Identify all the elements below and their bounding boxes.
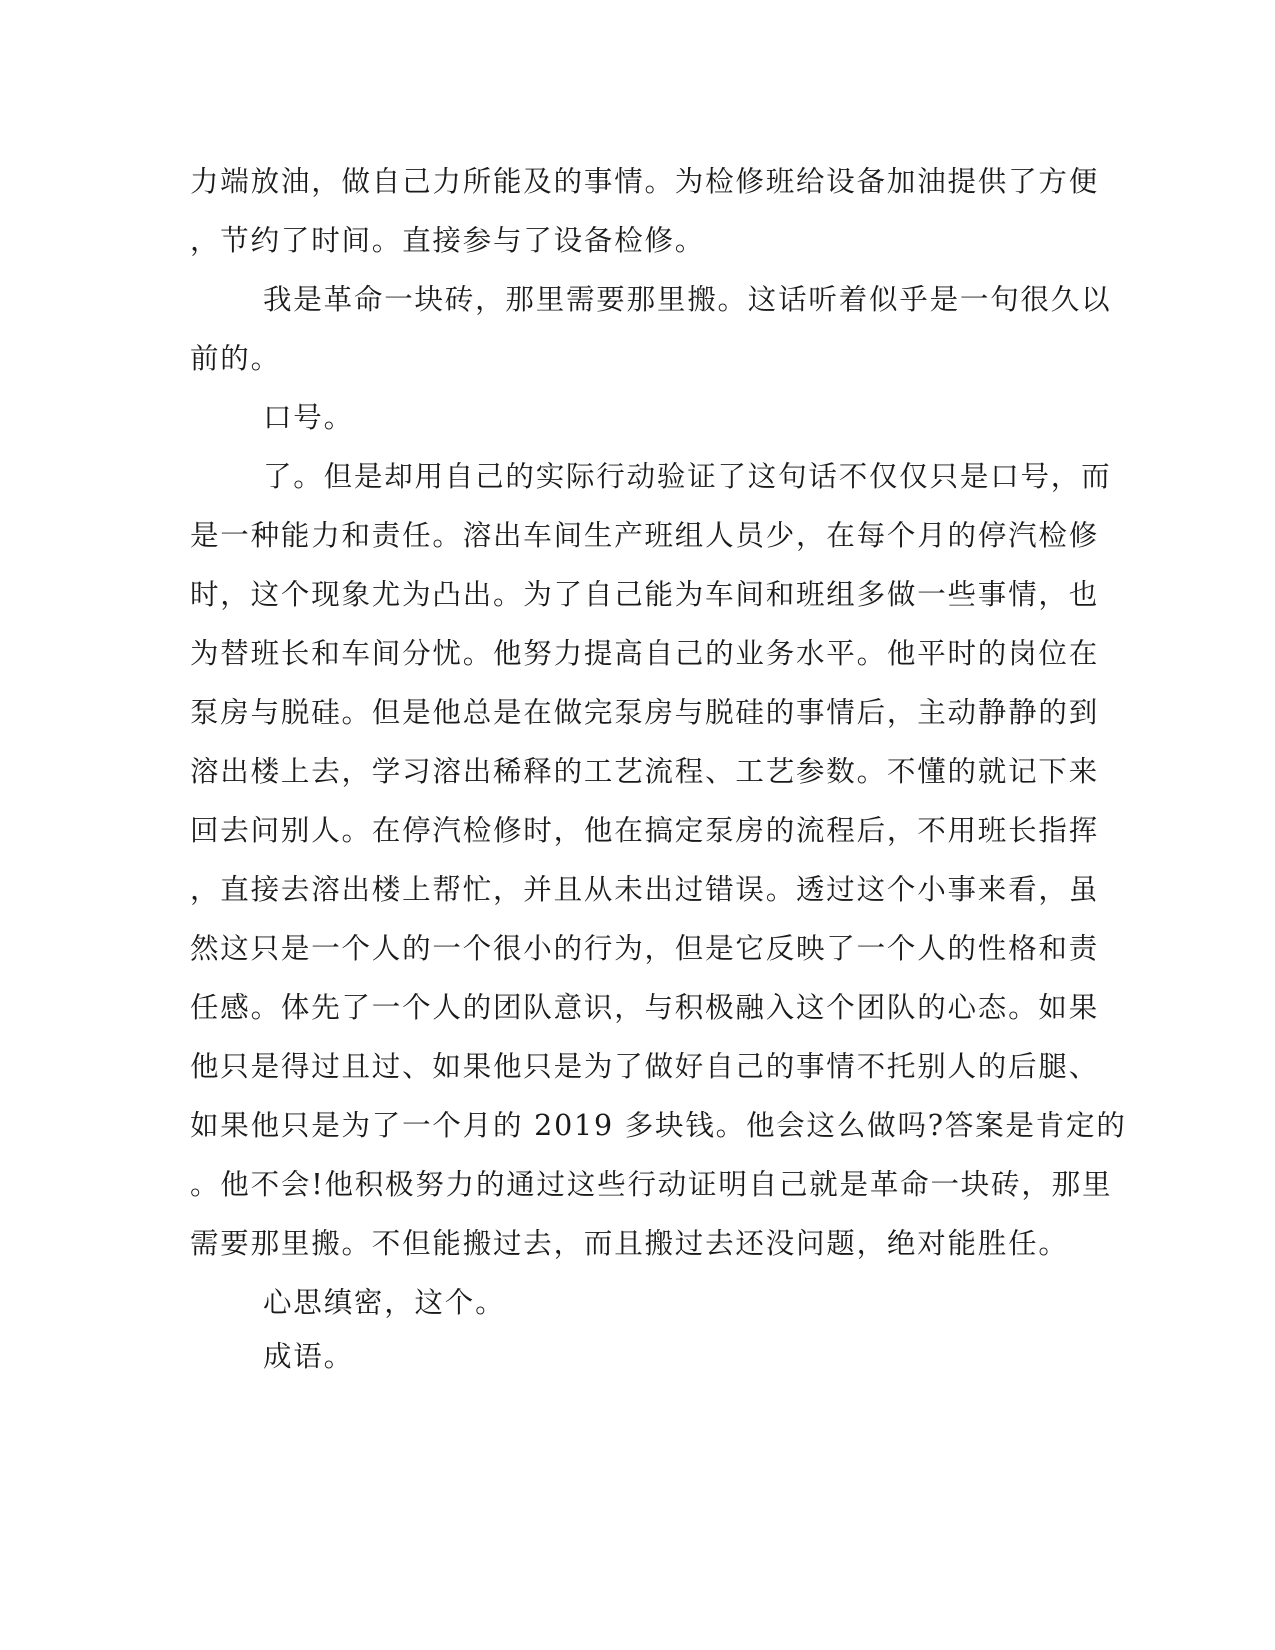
text-line: 前的。	[190, 342, 281, 375]
text-line: 泵房与脱硅。但是他总是在做完泵房与脱硅的事情后，主动静静的到	[190, 696, 1100, 729]
text-line: 需要那里搬。不但能搬过去，而且搬过去还没问题，绝对能胜任。	[190, 1227, 1069, 1260]
text-line: 回去问别人。在停汽检修时，他在搞定泵房的流程后，不用班长指挥	[190, 814, 1100, 847]
text-line: 任感。体先了一个人的团队意识，与积极融入这个团队的心态。如果	[190, 991, 1100, 1024]
text-line: ，节约了时间。直接参与了设备检修。	[190, 224, 706, 257]
text-line: 成语。	[263, 1340, 354, 1373]
text-line: 是一种能力和责任。溶出车间生产班组人员少，在每个月的停汽检修	[190, 519, 1100, 552]
text-line: ，直接去溶出楼上帮忙，并且从未出过错误。透过这个小事来看，虽	[190, 873, 1100, 906]
text-line: 他只是得过且过、如果他只是为了做好自己的事情不托别人的后腿、	[190, 1050, 1100, 1083]
text-line: 口号。	[263, 401, 354, 434]
text-line: 为替班长和车间分忧。他努力提高自己的业务水平。他平时的岗位在	[190, 637, 1100, 670]
text-line: 如果他只是为了一个月的 2019 多块钱。他会这么做吗?答案是肯定的	[190, 1109, 1127, 1142]
text-line: 我是革命一块砖，那里需要那里搬。这话听着似乎是一句很久以	[263, 283, 1112, 316]
text-line: 溶出楼上去，学习溶出稀释的工艺流程、工艺参数。不懂的就记下来	[190, 755, 1100, 788]
text-line: 然这只是一个人的一个很小的行为，但是它反映了一个人的性格和责	[190, 932, 1100, 965]
text-line: 。他不会!他积极努力的通过这些行动证明自己就是革命一块砖，那里	[190, 1168, 1113, 1201]
text-line: 了。但是却用自己的实际行动验证了这句话不仅仅只是口号，而	[263, 460, 1112, 493]
text-line: 力端放油，做自己力所能及的事情。为检修班给设备加油提供了方便	[190, 165, 1100, 198]
text-line: 时，这个现象尤为凸出。为了自己能为车间和班组多做一些事情，也	[190, 578, 1100, 611]
text-line: 心思缜密，这个。	[263, 1286, 506, 1319]
